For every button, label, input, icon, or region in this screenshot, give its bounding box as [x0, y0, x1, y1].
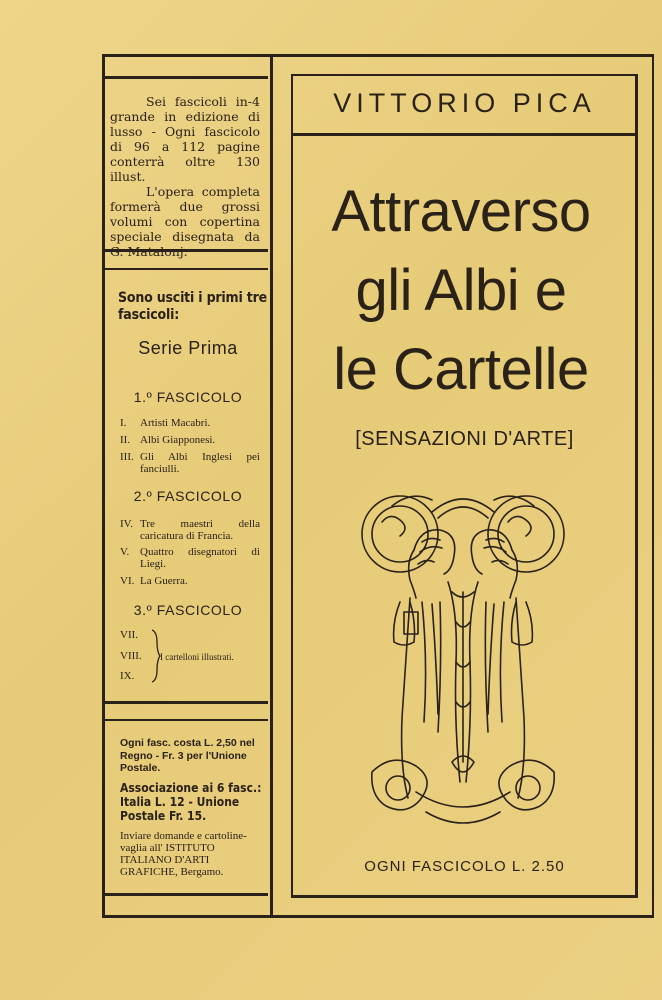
title-line-2: gli Albi e [355, 258, 567, 323]
item-text: La Guerra. [140, 575, 188, 587]
item-text: Quattro disegnatori di Liegi. [140, 546, 260, 570]
edition-paragraph-1: Sei fascicoli in-4 grande in edizione di lusso - Ogni fascicolo di 96 a 112 pagine conterrà oltre 130 illust. [110, 94, 260, 184]
item-number: VII. [120, 629, 139, 641]
column-divider [270, 56, 273, 916]
list-item [120, 575, 260, 587]
middle-box-top-rule [105, 268, 268, 270]
list-item [120, 434, 260, 446]
title-line-3: le Cartelle [333, 337, 589, 402]
edition-paragraph-2: L'opera completa formerà due grossi volumi con copertina speciale disegnata da G. Matalonj. [110, 184, 260, 259]
item-number: I. [120, 417, 127, 429]
item-number: II. [120, 434, 131, 446]
middle-box-bottom-rule [105, 701, 268, 704]
fascicolo-3-title: 3.º FASCICOLO [133, 602, 243, 618]
title-line-1: Attraverso [331, 179, 591, 244]
author-rule [293, 133, 636, 136]
item-text: Artisti Macabri. [140, 417, 211, 429]
book-subtitle: [SENSAZIONI D'ARTE] [355, 428, 574, 450]
list-item [120, 546, 260, 570]
order-instructions: Inviare domande e cartoline-vaglia all' ISTITUTO ITALIANO D'ARTI GRAFICHE, Bergamo. [120, 830, 247, 878]
author-name: VITTORIO PICA [333, 88, 596, 118]
list-item [120, 518, 260, 542]
edition-description [110, 94, 260, 259]
item-number: VIII. [120, 650, 142, 662]
list-item [120, 417, 260, 429]
book-title [306, 172, 616, 409]
published-heading: Sono usciti i primi tre fascicoli: [118, 290, 267, 323]
series-title: Serie Prima [138, 338, 238, 358]
fascicolo-1-title: 1.º FASCICOLO [133, 389, 243, 405]
item-number: IV. [120, 518, 133, 530]
top-box-rule [105, 76, 268, 79]
item-number: V. [120, 546, 130, 558]
group-text: I cartelloni illustrati. [160, 652, 234, 662]
bottom-box-bottom-rule [105, 893, 268, 896]
list-item [120, 451, 260, 475]
item-text: Albi Giapponesi. [140, 434, 216, 446]
art-nouveau-illustration-icon [352, 492, 574, 832]
price-note: OGNI FASCICOLO L. 2.50 [364, 858, 565, 875]
item-number: III. [120, 451, 134, 463]
bottom-box-top-rule [105, 719, 268, 721]
item-number: IX. [120, 670, 135, 682]
price-info: Ogni fasc. costa L. 2,50 nel Regno - Fr. 3 per l'Unione Postale. [120, 737, 255, 774]
item-text: Tre maestri della caricatura di Francia. [140, 518, 260, 542]
subscription-info: Associazione ai 6 fasc.: Italia L. 12 - Unione Postale Fr. 15. [120, 781, 262, 823]
item-text: Gli Albi Inglesi pei fanciulli. [140, 451, 260, 475]
fascicolo-2-title: 2.º FASCICOLO [133, 488, 243, 504]
item-number: VI. [120, 575, 135, 587]
